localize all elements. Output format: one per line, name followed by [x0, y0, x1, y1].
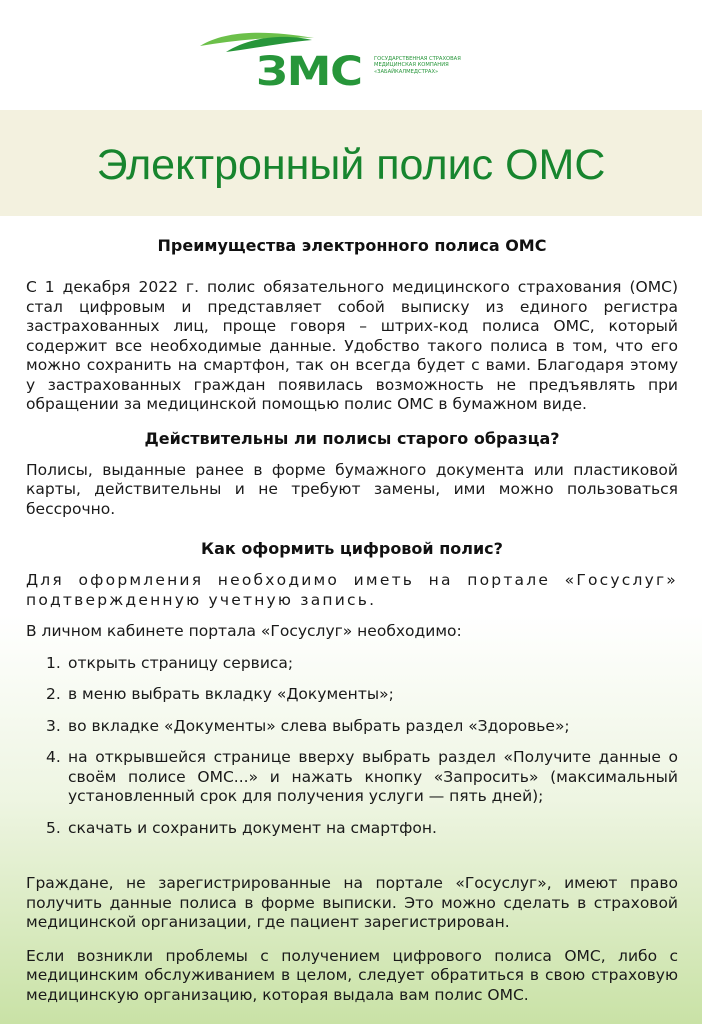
step-number: 4.: [46, 748, 61, 766]
step-text: открыть страницу сервиса;: [68, 653, 294, 672]
step-text: во вкладке «Документы» слева выбрать раздел «Здоровье»;: [68, 716, 570, 735]
advantages-text: С 1 декабря 2022 г. полис обязательного медицинского страхования (ОМС) стал цифровым и представляет собой выписку из единого регистра застрахованных лиц, проще говоря – штрих-код полиса ОМС, который содержит все необходимые данные. Удобство такого полиса в том, что его можно сохранить на смартфон, так он всегда будет с вами. Благодаря этому у застрахованных граждан появилась возможность не предъявлять при обращении за медицинской помощью полис ОМС в бумажном виде.: [26, 278, 678, 413]
step-text: в меню выбрать вкладку «Документы»;: [68, 685, 394, 703]
list-item: [26, 819, 678, 839]
step-number: 5.: [46, 818, 61, 837]
list-item: [26, 748, 678, 807]
old-policy-heading: Действительны ли полисы старого образца?: [144, 428, 560, 448]
list-item: [26, 717, 678, 737]
company-logo: [196, 32, 461, 95]
logo-caption: ГОСУДАРСТВЕННАЯ СТРАХОВАЯ МЕДИЦИНСКАЯ КОМПАНИЯ «ЗАБАЙКАЛМЕДСТРАХ»: [374, 56, 461, 75]
list-item: [26, 654, 678, 674]
title-band: [0, 110, 702, 216]
step-number: 3.: [46, 716, 61, 735]
advantages-heading: Преимущества электронного полиса ОМС: [157, 236, 547, 255]
list-item: [26, 685, 678, 705]
step-text: скачать и сохранить документ на смартфон.: [68, 818, 437, 837]
step-number: 1.: [46, 653, 61, 672]
page-title: Электронный полис ОМС: [96, 141, 606, 189]
step-number: 2.: [46, 685, 61, 703]
step-text: на открывшейся странице вверху выбрать раздел «Получите данные о своём полисе ОМС...» и нажать кнопку «Запросить» (максимальный установленный срок для получения услуги — пять дней);: [68, 748, 678, 805]
requirement-text: Для оформления необходимо иметь на портале «Госуслуг» подтвержденную учетную запись.: [26, 571, 678, 609]
logo-letters: ЗМС: [256, 49, 362, 95]
old-policy-text: Полисы, выданные ранее в форме бумажного документа или пластиковой карты, действительны и не требуют замены, ими можно пользоваться бессрочно.: [26, 460, 678, 518]
how-to-heading: Как оформить цифровой полис?: [201, 539, 503, 558]
citizens-text: Граждане, не зарегистрированные на портале «Госуслуг», имеют право получить данные полиса в форме выписки. Это можно сделать в страховой медицинской организации, где пациент зарегистрирован.: [26, 874, 678, 931]
document-content: [26, 236, 678, 1005]
problems-text: Если возникли проблемы с получением цифрового полиса ОМС, либо с медицинским обслуживанием в целом, следует обратиться в свою страховую медицинскую организацию, которая выдала вам полис ОМС.: [26, 946, 678, 1004]
cabinet-intro: В личном кабинете портала «Госуслуг» необходимо:: [26, 622, 462, 640]
steps-list: [26, 654, 678, 839]
